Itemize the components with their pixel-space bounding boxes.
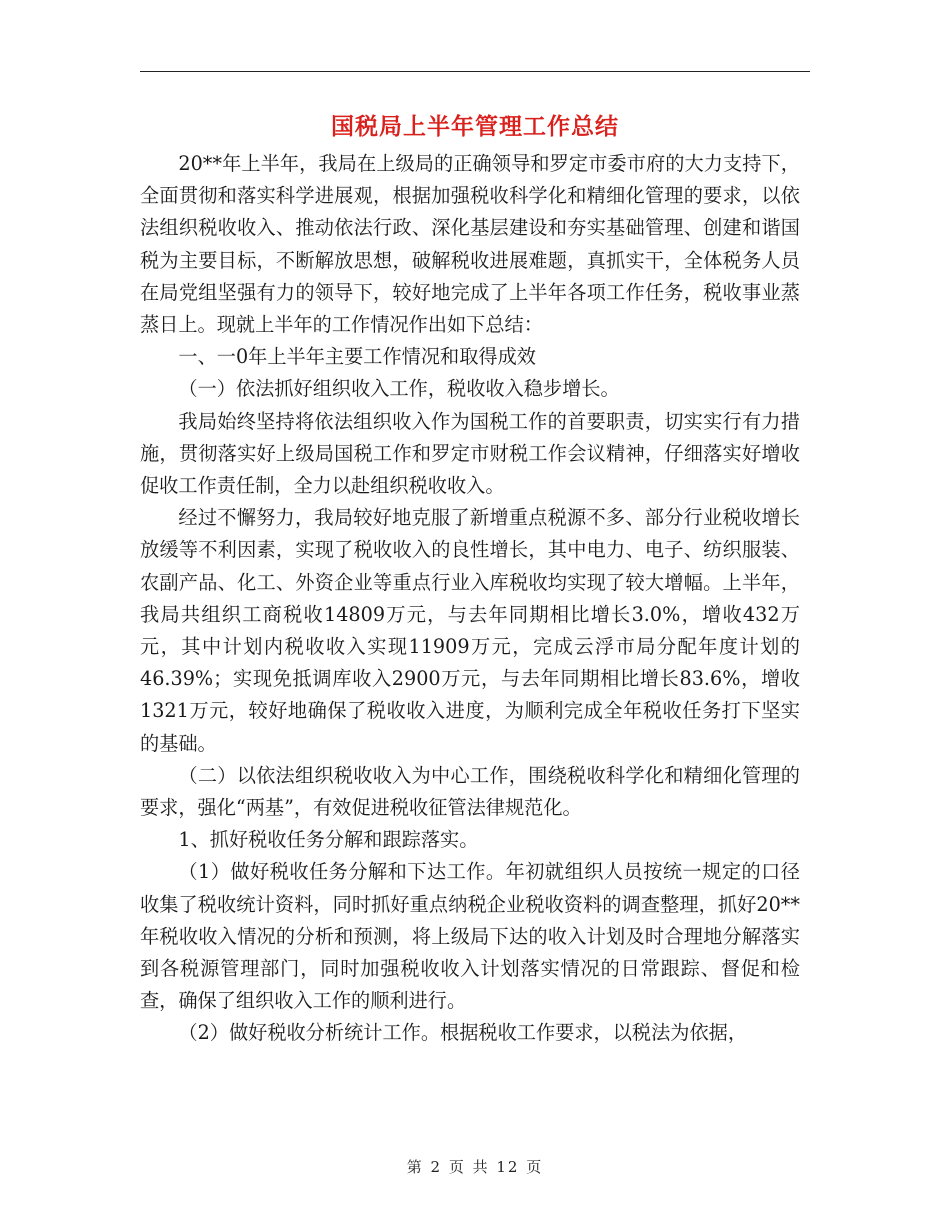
paragraph-results: 经过不懈努力，我局较好地克服了新增重点税源不多、部分行业税收增长放缓等不利因素，实现了税收收入的良性增长，其中电力、电子、纺织服装、农副产品、化工、外资企业等重点行业入库税收均实现了较大增幅。上半年，我局共组织工商税收14809万元，与去年同期相比增长3.0%，增收432万元，其中计划内税收收入实现11909万元，完成云浮市局分配年度计划的46.39%；实现免抵调库收入2900万元，与去年同期相比增长83.6%，增收1321万元，较好地确保了税收收入进度，为顺利完成全年税收任务打下坚实的基础。	[140, 506, 800, 755]
paragraph-duty: 我局始终坚持将依法组织收入作为国税工作的首要职责，切实实行有力措施，贯彻落实好上级局国税工作和罗定市财税工作会议精神，仔细落实好增收促收工作责任制，全力以赴组织税收收入。	[140, 409, 800, 498]
paragraph-statistics: （2）做好税收分析统计工作。根据税收工作要求，以税法为依据，	[178, 1021, 748, 1045]
page-number-footer: 第 2 页 共 12 页	[406, 1158, 544, 1176]
subsection-heading-2: （二）以依法组织税收收入为中心工作，围绕税收科学化和精细化管理的要求，强化“两基”，有效促进税收征管法律规范化。	[140, 763, 800, 820]
paragraph-intro: 20**年上半年，我局在上级局的正确领导和罗定市委市府的大力支持下，全面贯彻和落实科学进展观，根据加强税收科学化和精细化管理的要求，以依法组织税收收入、推动依法行政、深化基层建设和夯实基础管理、创建和谐国税为主要目标，不断解放思想，破解税收进展难题，真抓实干，全体税务人员在局党组坚强有力的领导下，较好地完成了上半年各项工作任务，税收事业蒸蒸日上。现就上半年的工作情况作出如下总结：	[140, 152, 800, 337]
document-body	[140, 148, 800, 1050]
header-rule	[140, 71, 810, 72]
document-title: 国税局上半年管理工作总结	[331, 113, 619, 140]
section-heading-1: 一、一0年上半年主要工作情况和取得成效	[178, 345, 536, 369]
item-heading-1: 1、抓好税收任务分解和跟踪落实。	[178, 828, 479, 852]
paragraph-task-breakdown: （1）做好税收任务分解和下达工作。年初就组织人员按统一规定的口径收集了税收统计资料，同时抓好重点纳税企业税收资料的调查整理，抓好20**年税收收入情况的分析和预测，将上级局下达的收入计划及时合理地分解落实到各税源管理部门，同时加强税收收入计划落实情况的日常跟踪、督促和检查，确保了组织收入工作的顺利进行。	[140, 860, 800, 1013]
subsection-heading-1: （一）依法抓好组织收入工作，税收收入稳步增长。	[178, 377, 620, 401]
